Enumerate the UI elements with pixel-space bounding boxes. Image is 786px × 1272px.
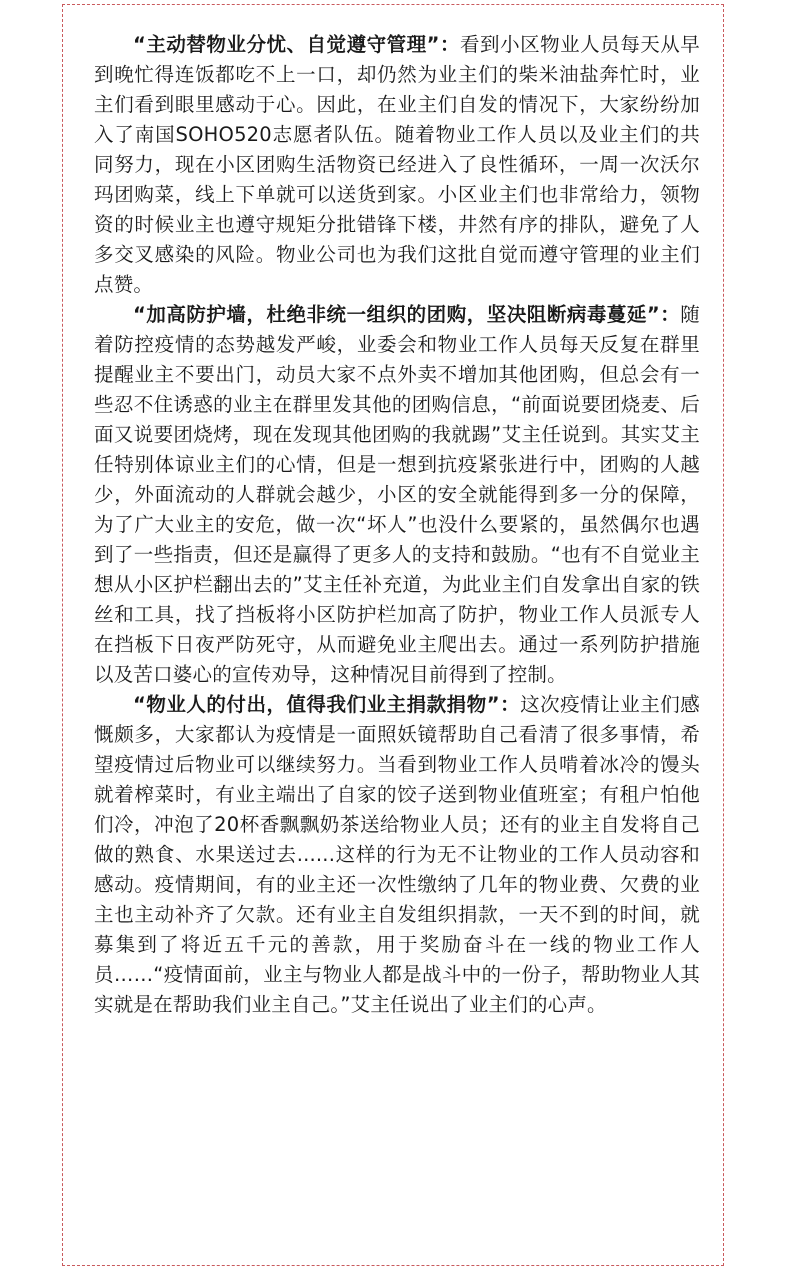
paragraph-1-heading: “主动替物业分忧、自觉遵守管理”： — [133, 33, 461, 56]
paragraph-3-text: 这次疫情让业主们感慨颇多，大家都认为疫情是一面照妖镜帮助自己看清了很多事情，希望疫情过后物业可以继续努力。当看到物业工作人员啃着冰冷的馒头就着榨菜时，有业主端出了自家的饺子送到物业值班室；有租户怕他们冷，冲泡了20杯香飘飘奶茶送给物业人员；还有的业主自发将自己做的熟食、水果送过去......这样的行为无不让物业的工作人员动容和感动。疫情期间，有的业主还一次性缴纳了几年的物业费、欠费的业主也主动补齐了欠款。还有业主自发组织捐款，一天不到的时间，就募集到了将近五千元的善款，用于奖励奋斗在一线的物业工作人员……“疫情面前，业主与物业人都是战斗中的一份子，帮助物业人其实就是在帮助我们业主自己。”艾主任说出了业主们的心声。 — [94, 693, 700, 1016]
paragraph-2-heading: “加高防护墙，杜绝非统一组织的团购，坚决阻断病毒蔓延”： — [133, 303, 681, 326]
paragraph-1 — [94, 30, 700, 300]
paragraph-1-text: 看到小区物业人员每天从早到晚忙得连饭都吃不上一口，却仍然为业主们的柴米油盐奔忙时，业主们看到眼里感动于心。因此，在业主们自发的情况下，大家纷纷加入了南国SOHO520志愿者队伍。随着物业工作人员以及业主们的共同努力，现在小区团购生活物资已经进入了良性循环，一周一次沃尔玛团购菜，线上下单就可以送货到家。小区业主们也非常给力，领物资的时候业主也遵守规矩分批错锋下楼，井然有序的排队，避免了人多交叉感染的风险。物业公司也为我们这批自觉而遵守管理的业主们点赞。 — [94, 33, 700, 296]
article-body — [94, 30, 700, 1020]
paragraph-3-heading: “物业人的付出，值得我们业主捐款捐物”： — [133, 693, 521, 716]
paragraph-3 — [94, 690, 700, 1020]
paragraph-2-text: 随着防控疫情的态势越发严峻，业委会和物业工作人员每天反复在群里提醒业主不要出门，动员大家不点外卖不增加其他团购，但总会有一些忍不住诱惑的业主在群里发其他的团购信息，“前面说要团烧麦、后面又说要团烧烤，现在发现其他团购的我就踢”艾主任说到。其实艾主任特别体谅业主们的心情，但是一想到抗疫紧张进行中，团购的人越少，外面流动的人群就会越少，小区的安全就能得到多一分的保障，为了广大业主的安危，做一次“坏人”也没什么要紧的，虽然偶尔也遇到了一些指责，但还是赢得了更多人的支持和鼓励。“也有不自觉业主想从小区护栏翻出去的”艾主任补充道，为此业主们自发拿出自家的铁丝和工具，找了挡板将小区防护栏加高了防护，物业工作人员派专人在挡板下日夜严防死守，从而避免业主爬出去。通过一系列防护措施以及苦口婆心的宣传劝导，这种情况目前得到了控制。 — [94, 303, 700, 686]
paragraph-2 — [94, 300, 700, 690]
